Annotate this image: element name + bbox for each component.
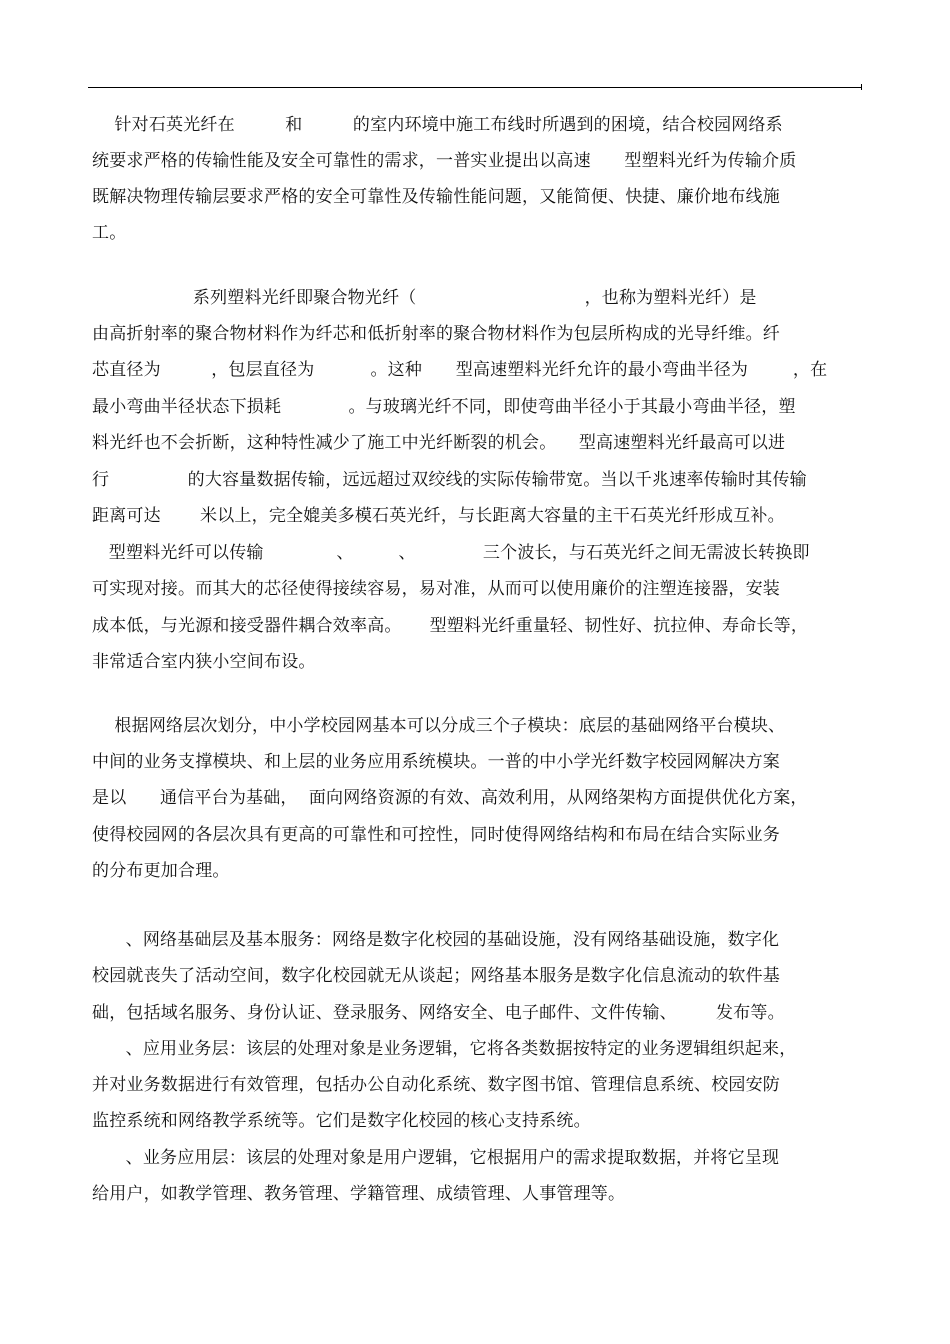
text-line: 系列塑料光纤即聚合物光纤（ ，也称为塑料光纤）是 — [92, 288, 757, 308]
text-line: 既解决物理传输层要求严格的安全可靠性及传输性能问题，又能简便、快捷、廉价地布线施 — [92, 187, 780, 207]
text-line: 统要求严格的传输性能及安全可靠性的需求，一普实业提出以高速 型塑料光纤为传输介质 — [92, 151, 797, 171]
text-line: 型塑料光纤可以传输 、 、 三个波长，与石英光纤之间无需波长转换即 — [92, 543, 810, 563]
text-line: 中间的业务支撑模块、和上层的业务应用系统模块。一普的中小学光纤数字校园网解决方案 — [92, 752, 780, 772]
text-line: 行 的大容量数据传输，远远超过双绞线的实际传输带宽。当以千兆速率传输时其传输 — [92, 470, 807, 490]
text-line: 非常适合室内狭小空间布设。 — [92, 652, 316, 672]
text-line: 是以 通信平台为基础， 面向网络资源的有效、高效利用，从网络架构方面提供优化方案， — [92, 788, 808, 808]
text-line: 由高折射率的聚合物材料作为纤芯和低折射率的聚合物材料作为包层所构成的光导纤维。纤 — [92, 324, 780, 344]
text-line: 根据网络层次划分，中小学校园网基本可以分成三个子模块：底层的基础网络平台模块、 — [92, 716, 786, 736]
text-line: 使得校园网的各层次具有更高的可靠性和可控性，同时使得网络结构和布局在结合实际业务 — [92, 825, 780, 845]
header-rule — [88, 87, 862, 88]
text-line: 、业务应用层：该层的处理对象是用户逻辑，它根据用户的需求提取数据，并将它呈现 — [92, 1148, 780, 1168]
text-line: 最小弯曲半径状态下损耗 。与玻璃光纤不同，即使弯曲半径小于其最小弯曲半径，塑 — [92, 397, 796, 417]
text-line: 、网络基础层及基本服务：网络是数字化校园的基础设施，没有网络基础设施，数字化 — [92, 930, 780, 950]
text-line: 成本低，与光源和接受器件耦合效率高。 型塑料光纤重量轻、韧性好、抗拉伸、寿命长等， — [92, 616, 809, 636]
text-line: 给用户，如教学管理、教务管理、学籍管理、成绩管理、人事管理等。 — [92, 1184, 626, 1204]
text-line: 针对石英光纤在 和 的室内环境中施工布线时所遇到的困境，结合校园网络系 — [92, 115, 783, 135]
text-line: 料光纤也不会折断，这种特性减少了施工中光纤断裂的机会。 型高速塑料光纤最高可以进 — [92, 433, 786, 453]
header-rule-tick — [861, 84, 862, 90]
text-line: 校园就丧失了活动空间，数字化校园就无从谈起；网络基本服务是数字化信息流动的软件基 — [92, 966, 780, 986]
text-line: 监控系统和网络教学系统等。它们是数字化校园的核心支持系统。 — [92, 1111, 591, 1131]
text-line: 可实现对接。而其大的芯径使得接续容易，易对准，从而可以使用廉价的注塑连接器，安装 — [92, 579, 780, 599]
text-line: 芯直径为 ，包层直径为 。这种 型高速塑料光纤允许的最小弯曲半径为 ，在 — [92, 360, 828, 380]
text-line: 距离可达 米以上，完全媲美多模石英光纤，与长距离大容量的主干石英光纤形成互补。 — [92, 506, 785, 526]
text-line: 工。 — [92, 223, 127, 243]
text-line: 的分布更加合理。 — [92, 861, 230, 881]
text-line: 、应用业务层：该层的处理对象是业务逻辑，它将各类数据按特定的业务逻辑组织起来， — [92, 1039, 797, 1059]
text-line: 并对业务数据进行有效管理，包括办公自动化系统、数字图书馆、管理信息系统、校园安防 — [92, 1075, 780, 1095]
text-line: 础，包括域名服务、身份认证、登录服务、网络安全、电子邮件、文件传输、 发布等。 — [92, 1003, 785, 1023]
